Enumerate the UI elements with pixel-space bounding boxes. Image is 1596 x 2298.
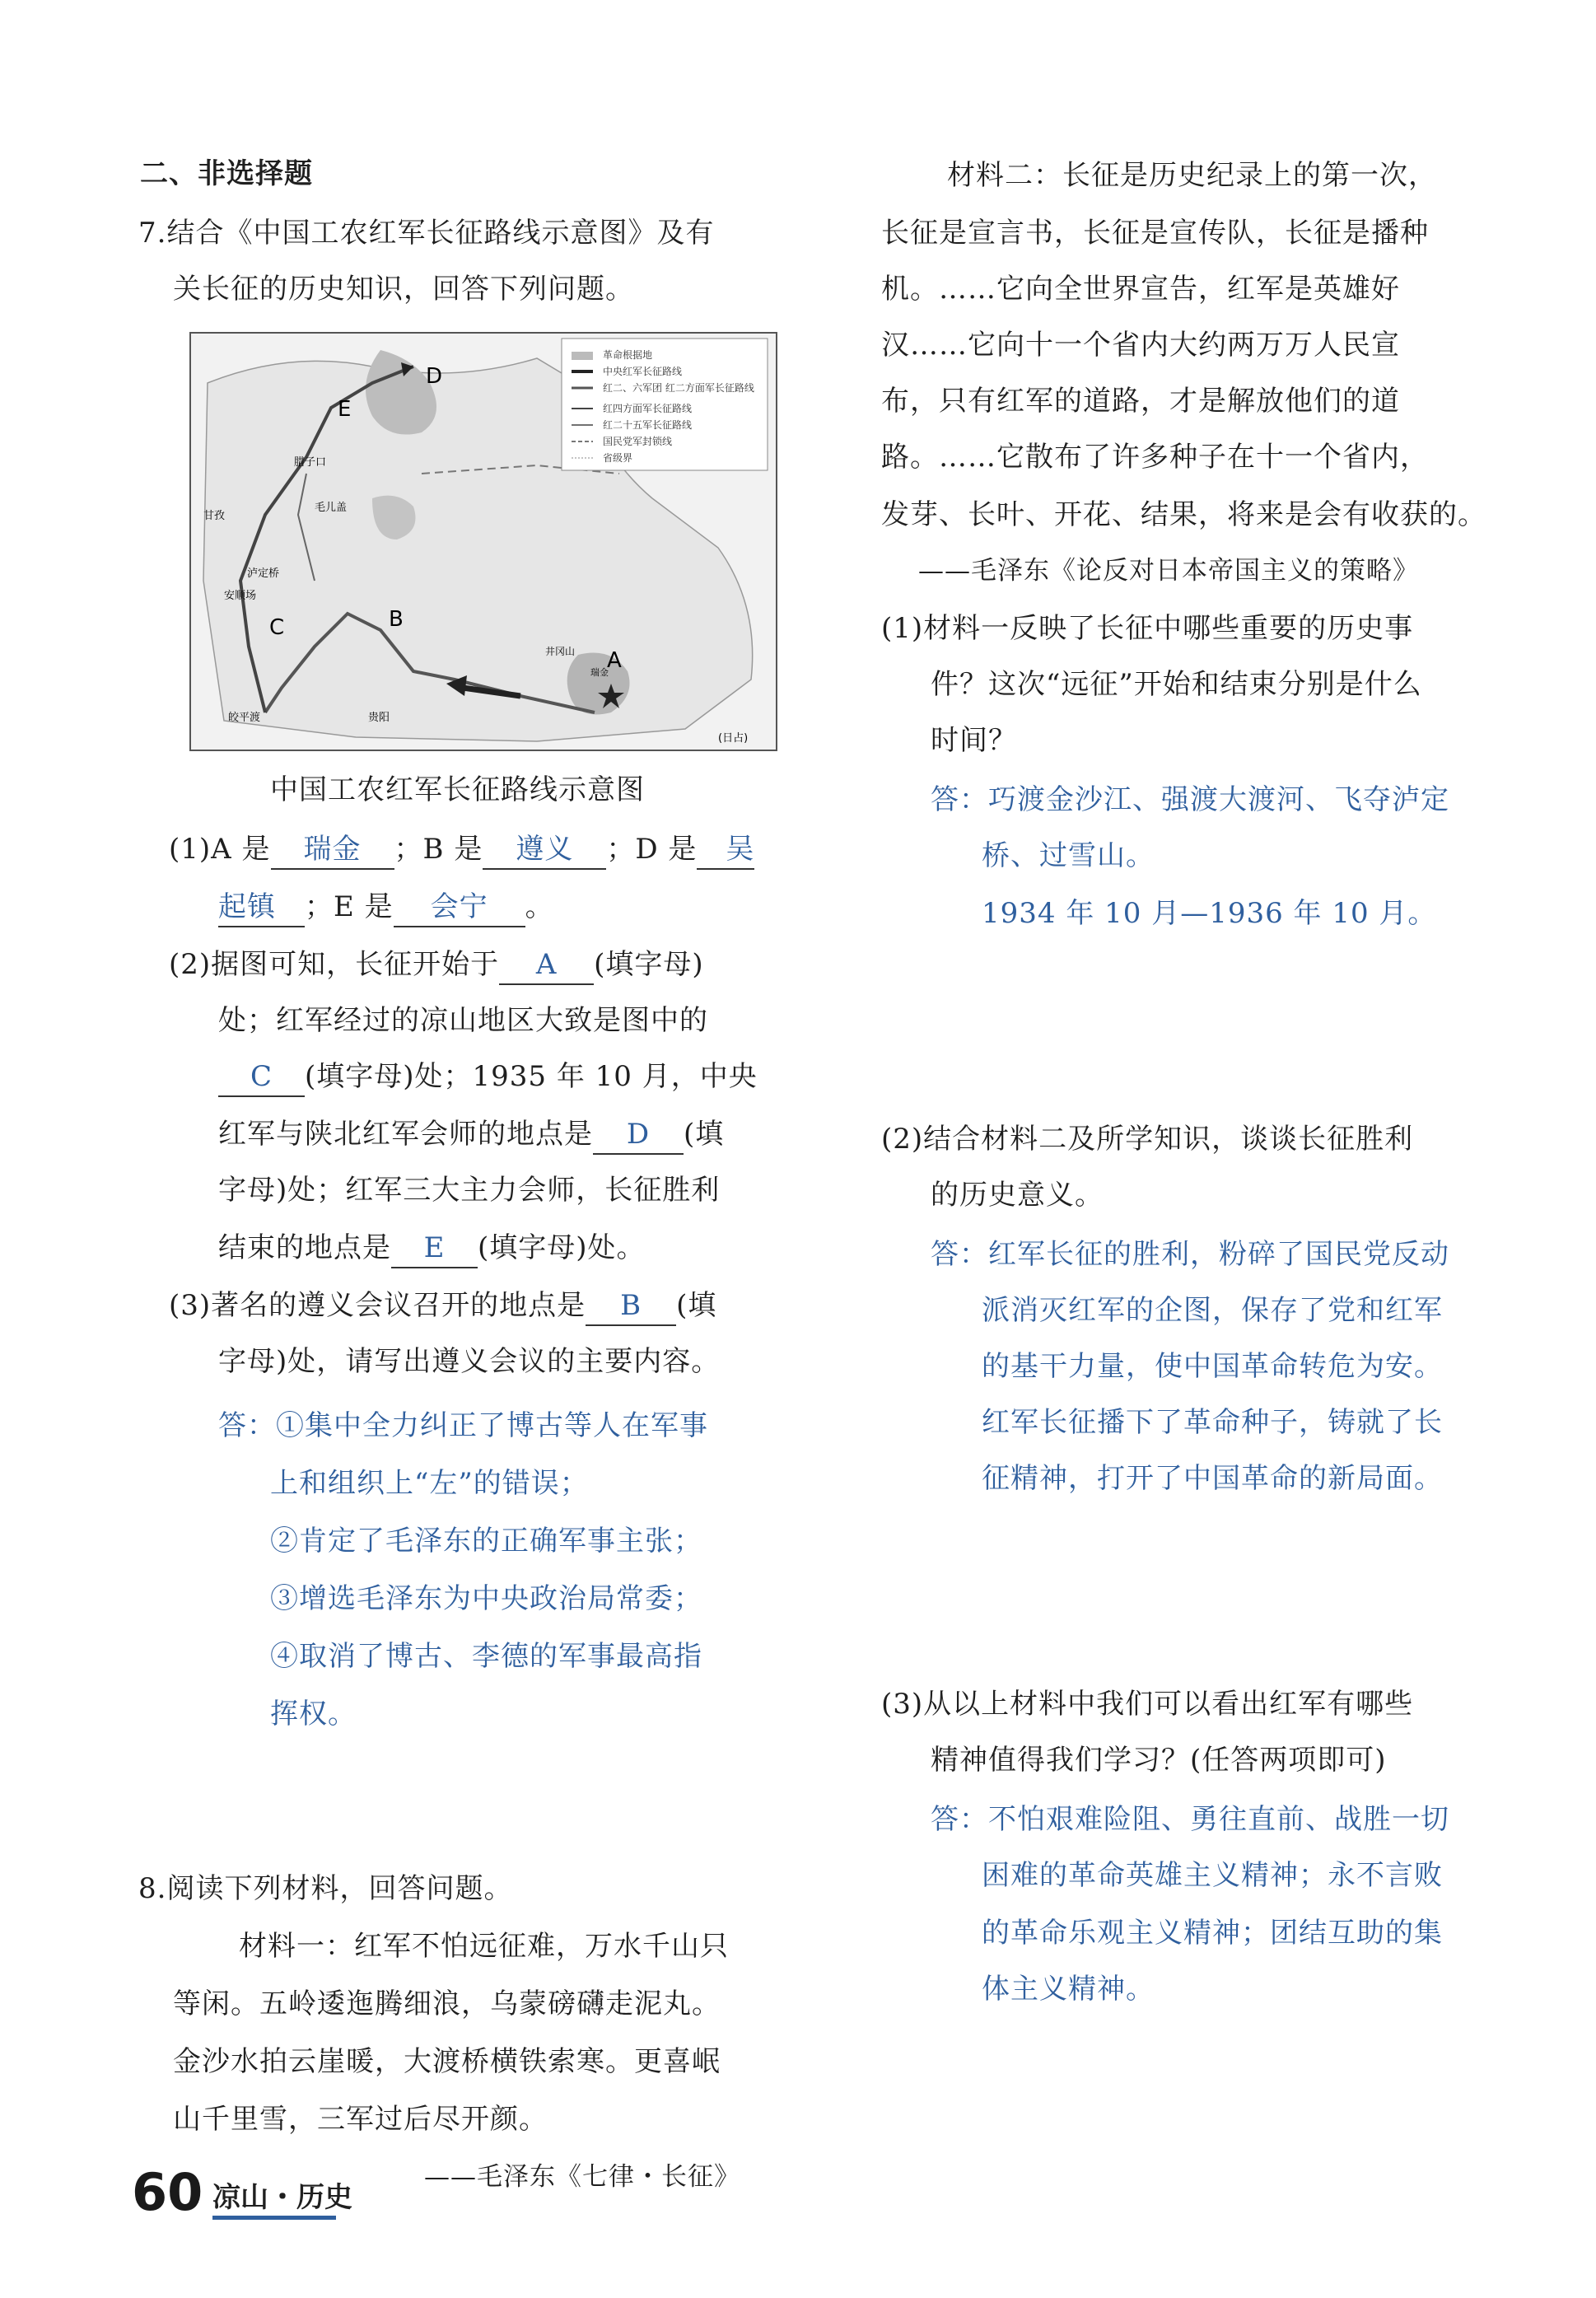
- map-svg: [191, 334, 776, 750]
- legend-item: 红二十五军长征路线: [603, 419, 693, 431]
- page-number: 60: [132, 2162, 203, 2222]
- q8-s3: (3)从以上材料中我们可以看出红军有哪些: [881, 1688, 1414, 1721]
- map-label-e: E: [338, 397, 352, 422]
- q8-s2: 的历史意义。: [931, 1179, 1104, 1212]
- map-label-guiyang: 贵阳: [368, 712, 390, 724]
- long-march-map: [189, 332, 777, 751]
- section-title: 二、非选择题: [140, 157, 313, 190]
- footer-underline: [212, 2216, 336, 2220]
- material-2: 发芽、长叶、开花、结果，将来是会有收获的。: [881, 498, 1486, 531]
- q7-p2-line5: 字母)处；红军三大主力会师，长征胜利: [218, 1174, 721, 1207]
- q7-p3-answer: ②肯定了毛泽东的正确军事主张；: [270, 1525, 702, 1558]
- blank-a: 瑞金: [271, 830, 394, 870]
- blank-b: 遵义: [483, 830, 606, 870]
- material-2: 路。……它散布了许多种子在十一个省内，: [881, 441, 1429, 474]
- q7-p1-line1: (1)A 是 瑞金 ；B 是 遵义 ；D 是 吴: [169, 830, 754, 870]
- q7-p2-line3: C (填字母)处；1935 年 10 月，中央: [218, 1058, 758, 1097]
- map-label-rizhan: (日占): [718, 732, 749, 745]
- q8-s3-answer: 答：不怕艰难险阻、勇往直前、战胜一切: [931, 1803, 1449, 1836]
- material-1-source: ——毛泽东《七律・长征》: [424, 2162, 740, 2192]
- q8-s1: 时间？: [931, 724, 1017, 757]
- q8-s1: (1)材料一反映了长征中哪些重要的历史事: [881, 612, 1414, 645]
- blank-end: E: [391, 1229, 478, 1268]
- q7-p2-line1: (2)据图可知，长征开始于 A (填字母): [169, 946, 704, 985]
- blank-d-2: 起镇: [218, 888, 305, 927]
- material-2: 机。……它向全世界宣告，红军是英雄好: [881, 273, 1400, 306]
- legend-item: 红四方面军长征路线: [603, 403, 693, 414]
- q7-p2-line6: 结束的地点是 E (填字母)处。: [218, 1229, 646, 1268]
- map-label-a: A: [607, 648, 622, 673]
- q8-s2-answer: 的基干力量，使中国革命转危为安。: [982, 1350, 1443, 1383]
- q8-s1-answer: 1934 年 10 月—1936 年 10 月。: [982, 897, 1437, 930]
- map-label-ruijin: 瑞金: [590, 667, 609, 678]
- blank-zunyi: B: [586, 1287, 676, 1326]
- q8-s2-answer: 派消灭红军的企图，保存了党和红军: [982, 1294, 1443, 1327]
- q8-s1-answer: 答：巧渡金沙江、强渡大渡河、飞夺泸定: [931, 783, 1449, 816]
- material-1: 山千里雪，三军过后尽开颜。: [173, 2103, 548, 2136]
- legend-item: 革命根据地: [603, 349, 653, 361]
- q7-p1-line2: 起镇 ；E 是 会宁 。: [218, 888, 554, 927]
- q8-s3-answer: 体主义精神。: [982, 1973, 1155, 2006]
- legend-item: 国民党军封锁线: [603, 436, 673, 447]
- material-2-source: ——毛泽东《论反对日本帝国主义的策略》: [918, 556, 1419, 586]
- map-label-maoergai: 毛儿盖: [315, 502, 348, 514]
- q7-p3-answer: 挥权。: [270, 1698, 357, 1731]
- q7-p3-answer: 上和组织上“左”的错误；: [270, 1467, 589, 1500]
- map-label-b: B: [389, 607, 404, 632]
- blank-liangshan: C: [218, 1058, 305, 1097]
- q8-s1-answer: 桥、过雪山。: [982, 839, 1155, 872]
- q8-s2-answer: 答：红军长征的胜利，粉碎了国民党反动: [931, 1238, 1449, 1271]
- q7-p3-line1: (3)著名的遵义会议召开的地点是 B (填: [169, 1287, 716, 1326]
- material-1: 等闲。五岭逶迤腾细浪，乌蒙磅礴走泥丸。: [173, 1987, 721, 2020]
- material-2: 汉……它向十一个省内大约两万万人民宣: [881, 329, 1400, 362]
- map-label-jiaopingdu: 皎平渡: [228, 712, 261, 724]
- q7-stem-2: 关长征的历史知识，回答下列问题。: [173, 273, 634, 306]
- material-2: 布，只有红军的道路，才是解放他们的道: [881, 385, 1400, 418]
- map-label-anshunchang: 安顺场: [224, 590, 257, 602]
- material-1: 金沙水拍云崖暖，大渡桥横铁索寒。更喜岷: [173, 2045, 721, 2078]
- q7-p2-line4: 红军与陕北红军会师的地点是 D (填: [218, 1115, 724, 1155]
- q8-s3-answer: 困难的革命英雄主义精神；永不言败: [982, 1859, 1443, 1892]
- material-2: 材料二：长征是历史纪录上的第一次，: [947, 159, 1437, 192]
- q7-p3-answer: 答：①集中全力纠正了博古等人在军事: [218, 1409, 708, 1442]
- legend-item: 中央红军长征路线: [603, 366, 683, 377]
- map-label-d: D: [426, 364, 443, 389]
- map-label-ganzi: 甘孜: [203, 510, 226, 522]
- map-label-luding: 泸定桥: [247, 567, 280, 580]
- material-1: 材料一：红军不怕远征难，万水千山只: [239, 1930, 729, 1963]
- q8-s2-answer: 红军长征播下了革命种子，铸就了长: [982, 1406, 1443, 1439]
- blank-start: A: [499, 946, 594, 985]
- q8-s3: 精神值得我们学习？(任答两项即可): [931, 1744, 1387, 1777]
- footer-label: 凉山・历史: [212, 2181, 352, 2214]
- q8-s3-answer: 的革命乐观主义精神；团结互助的集: [982, 1917, 1443, 1950]
- q7-stem-1: 7.结合《中国工农红军长征路线示意图》及有: [138, 217, 715, 250]
- map-label-c: C: [269, 615, 285, 640]
- q7-p2-line2: 处；红军经过的凉山地区大致是图中的: [218, 1004, 708, 1037]
- q8-s2-answer: 征精神，打开了中国革命的新局面。: [982, 1462, 1443, 1495]
- map-label-jinggangshan: 井冈山: [545, 646, 576, 657]
- blank-e: 会宁: [394, 888, 525, 927]
- q7-p3-answer: ③增选毛泽东为中央政治局常委；: [270, 1582, 702, 1615]
- material-2: 长征是宣言书，长征是宣传队，长征是播种: [881, 217, 1429, 250]
- q8-s2: (2)结合材料二及所学知识，谈谈长征胜利: [881, 1123, 1414, 1156]
- legend-item: 省级界: [603, 452, 633, 464]
- blank-huishi: D: [593, 1115, 684, 1155]
- map-caption: 中国工农红军长征路线示意图: [270, 773, 645, 806]
- q7-p3-answer: ④取消了博古、李德的军事最高指: [270, 1640, 702, 1673]
- q7-p3-line2: 字母)处，请写出遵义会议的主要内容。: [218, 1345, 721, 1378]
- blank-d-1: 吴: [697, 830, 754, 870]
- q8-s1: 件？这次“远征”开始和结束分别是什么: [931, 668, 1422, 701]
- q8-stem: 8.阅读下列材料，回答问题。: [138, 1872, 513, 1905]
- legend-item: 红二、六军团 红二方面军长征路线: [603, 382, 754, 394]
- map-label-lazikou: 腊子口: [294, 456, 327, 469]
